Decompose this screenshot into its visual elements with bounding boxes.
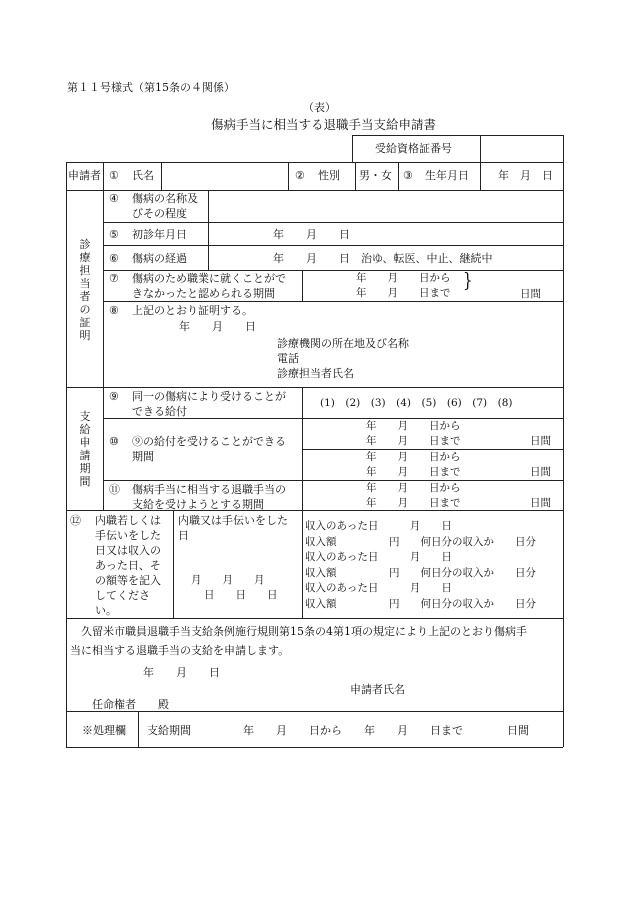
- income-date-1[interactable]: 収入のあった日 月 日: [305, 520, 452, 532]
- work-days-months[interactable]: 月 月 月: [191, 574, 265, 586]
- request-period-label-2: 支給を受けようとする期間: [132, 498, 264, 511]
- income-amount-2[interactable]: 収入額 円 何日分の収入か 日分: [305, 567, 536, 579]
- item-9-number: ⑨: [109, 390, 119, 403]
- dob-field[interactable]: 年 月 日: [498, 169, 553, 182]
- work-days-label-2: 日: [178, 529, 189, 542]
- item-5-number: ⑤: [109, 228, 119, 241]
- name-field[interactable]: [166, 166, 284, 186]
- same-injury-label-1: 同一の傷病により受けることが: [132, 390, 286, 403]
- eligible-period-2-days[interactable]: 日間: [530, 466, 551, 478]
- income-label-line-5: の額等を記入: [95, 574, 161, 587]
- progress-value[interactable]: 年 月 日 治ゆ、転医、中止、継続中: [273, 252, 493, 265]
- item-6-number: ⑥: [109, 252, 119, 265]
- face-label: （表）: [303, 101, 336, 114]
- income-label-line-4: あった日、そ: [95, 559, 161, 572]
- declaration-line-1: 久留米市職員退職手当支給条例施行規則第15条の4第1項の規定により上記のとおり傷病手: [81, 625, 527, 638]
- phone-label: 電話: [277, 352, 299, 365]
- request-period-from[interactable]: 年 月 日から: [366, 482, 461, 494]
- payment-period-value[interactable]: 年 月 日から 年 月 日まで 日間: [243, 724, 529, 737]
- unable-period-label-2: きなかったと認められる期間: [132, 287, 275, 300]
- unable-period-days[interactable]: 日間: [520, 288, 541, 300]
- request-period-to[interactable]: 年 月 日まで: [366, 497, 461, 509]
- eligible-period-2-from[interactable]: 年 月 日から: [366, 451, 461, 463]
- item-7-number: ⑦: [109, 272, 119, 285]
- form-title: 傷病手当に相当する退職手当支給申請書: [211, 117, 437, 132]
- income-label-line-6: してくださ: [95, 589, 150, 602]
- work-days-label-1: 内職又は手伝いをした: [178, 514, 288, 527]
- progress-label: 傷病の経過: [132, 252, 187, 265]
- first-visit-label: 初診年月日: [132, 228, 187, 241]
- cert-no-field[interactable]: [490, 143, 556, 157]
- income-label-line-2: 手伝いをした: [95, 529, 161, 542]
- benefit-section-label: 支給申請期間: [79, 410, 91, 488]
- doctor-section-label: 診療担当者の証明: [79, 238, 91, 342]
- item-8-number: ⑧: [109, 304, 119, 317]
- eligible-period-label-1: ⑨の給付を受けることができる: [132, 435, 286, 448]
- first-visit-date[interactable]: 年 月 日: [273, 228, 350, 241]
- injury-name-label-1: 傷病の名称及: [132, 192, 198, 205]
- item-3-number: ③: [403, 169, 413, 182]
- item-10-number: ⑩: [109, 435, 119, 448]
- applicant-label: 申請者: [68, 169, 101, 182]
- declaration-date[interactable]: 年 月 日: [143, 666, 220, 679]
- eligible-period-2-to[interactable]: 年 月 日まで: [366, 466, 461, 478]
- income-amount-1[interactable]: 収入額 円 何日分の収入か 日分: [305, 536, 536, 548]
- income-date-2[interactable]: 収入のあった日 月 日: [305, 551, 452, 563]
- brace-icon: }: [463, 268, 473, 292]
- injury-name-field[interactable]: [214, 196, 558, 218]
- declaration-line-2: 当に相当する退職手当の支給を申請します。: [70, 644, 290, 657]
- benefit-options[interactable]: (1) (2) (3) (4) (5) (6) (7) (8): [320, 397, 513, 409]
- eligible-period-1-from[interactable]: 年 月 日から: [366, 420, 461, 432]
- dob-label: 生年月日: [425, 169, 469, 182]
- work-days-days[interactable]: 日 日 日: [204, 589, 278, 601]
- clinic-label: 診療機関の所在地及び名称: [277, 337, 409, 350]
- certify-text: 上記のとおり証明する。: [132, 304, 253, 317]
- unable-period-to[interactable]: 年 月 日まで: [356, 287, 451, 299]
- name-label: 氏名: [132, 169, 154, 182]
- request-period-label-1: 傷病手当に相当する退職手当の: [132, 483, 286, 496]
- eligible-period-label-2: 期間: [132, 450, 154, 463]
- doctor-name-label: 診療担当者氏名: [277, 367, 354, 380]
- processing-label: ※処理欄: [82, 724, 126, 737]
- income-amount-3[interactable]: 収入額 円 何日分の収入か 日分: [305, 598, 536, 610]
- item-4-number: ④: [109, 192, 119, 205]
- cert-no-label: 受給資格証番号: [375, 142, 452, 155]
- item-11-number: ⑪: [109, 483, 120, 496]
- unable-period-from[interactable]: 年 月 日から: [356, 272, 451, 284]
- income-label-line-1: 内職若しくは: [95, 514, 161, 527]
- certify-date[interactable]: 年 月 日: [179, 320, 256, 333]
- appointer-label: 任命権者 殿: [92, 698, 169, 711]
- request-period-days[interactable]: 日間: [530, 497, 551, 509]
- injury-name-label-2: びその程度: [132, 207, 187, 220]
- sex-label: 性別: [318, 169, 340, 182]
- item-2-number: ②: [295, 169, 305, 182]
- same-injury-label-2: できる給付: [132, 405, 187, 418]
- income-label-line-7: い。: [95, 604, 117, 617]
- income-label-line-3: 日又は収入の: [95, 544, 161, 557]
- income-date-3[interactable]: 収入のあった日 月 日: [305, 582, 452, 594]
- eligible-period-1-days[interactable]: 日間: [530, 435, 551, 447]
- form-number: 第１１号様式（第15条の４関係）: [67, 81, 235, 94]
- applicant-signature-label: 申請者氏名: [350, 683, 405, 696]
- unable-period-label-1: 傷病のため職業に就くことがで: [132, 272, 286, 285]
- payment-period-label: 支給期間: [147, 724, 191, 737]
- item-1-number: ①: [109, 169, 119, 182]
- sex-options[interactable]: 男・女: [359, 169, 392, 182]
- item-12-number: ⑫: [70, 514, 81, 527]
- eligible-period-1-to[interactable]: 年 月 日まで: [366, 435, 461, 447]
